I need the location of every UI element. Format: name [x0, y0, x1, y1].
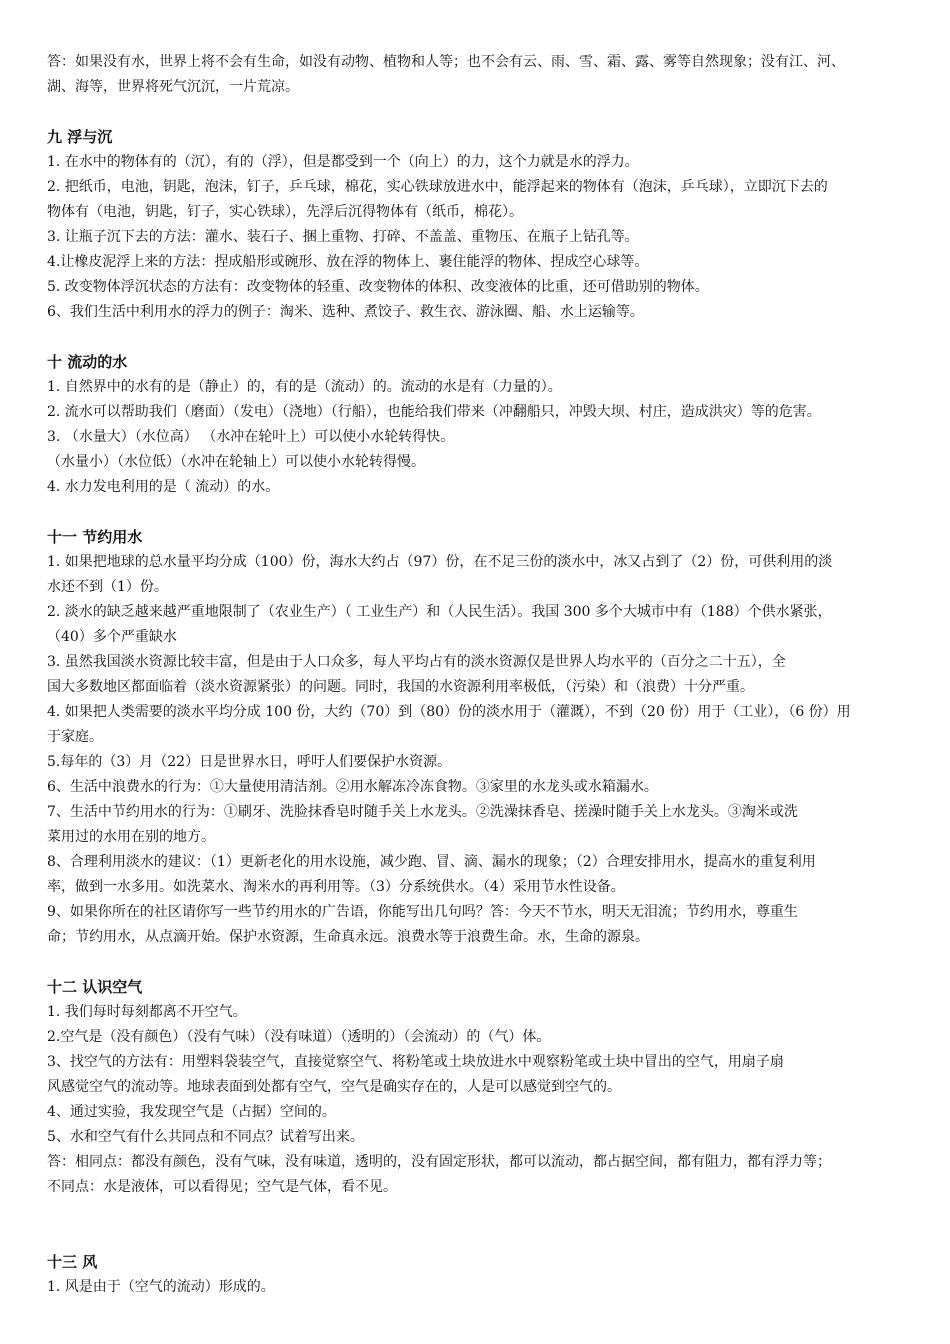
section-line: 于家庭。: [47, 729, 103, 745]
spacer: [47, 1200, 907, 1250]
section-line: 3. （水量大）（水位高） （水冲在轮叶上）可以使小水轮转得快。: [47, 429, 455, 445]
section-line: 菜用过的水用在别的地方。: [47, 829, 215, 845]
section-line: 1. 在水中的物体有的（沉），有的（浮），但是都受到一个（向上）的力，这个力就是水的浮力。: [47, 154, 639, 170]
document-page: [47, 50, 907, 1300]
section-line: 命；节约用水，从点滴开始。保护水资源，生命真永远。浪费水等于浪费生命。水，生命的源泉。: [47, 929, 649, 945]
section-line: 4、通过实验，我发现空气是（占据）空间的。: [47, 1104, 336, 1120]
section-line: 5. 改变物体浮沉状态的方法有：改变物体的轻重、改变物体的体积、改变液体的比重，还可借助别的物体。: [47, 279, 709, 295]
section-line: 答：相同点：都没有颜色，没有气味，没有味道，透明的，没有固定形状，都可以流动，都占据空间，都有阻力，都有浮力等；: [47, 1154, 831, 1170]
section-line: 5.每年的（3）月（22）日是世界水日，呼吁人们要保护水资源。: [47, 754, 452, 770]
section-line: 8、合理利用淡水的建议：（1）更新老化的用水设施，减少跑、冒、滴、漏水的现象；（2）合理安排用水，提高水的重复利用: [47, 854, 816, 870]
section-line: 1. 如果把地球的总水量平均分成（100）份，海水大约占（97）份，在不足三份的淡水中，冰又占到了（2）份，可供利用的淡: [47, 554, 833, 570]
section-line: 1. 风是由于（空气的流动）形成的。: [47, 1279, 275, 1295]
section-line: 1. 我们每时每刻都离不开空气。: [47, 1004, 247, 1020]
spacer: [47, 100, 907, 125]
section-line: 水还不到（1）份。: [47, 579, 168, 595]
section-line: 率，做到一水多用。如洗菜水、淘米水的再利用等。（3）分系统供水。（4）采用节水性设备。: [47, 879, 625, 895]
intro-line: 湖、海等，世界将死气沉沉，一片荒凉。: [47, 79, 299, 95]
section-line: 国大多数地区都面临着（淡水资源紧张）的问题。同时，我国的水资源利用率极低，（污染）和（浪费）十分严重。: [47, 679, 754, 695]
spacer: [47, 325, 907, 350]
section-title: 十一 节约用水: [47, 528, 143, 546]
section-line: 4. 水力发电利用的是（ 流动）的水。: [47, 479, 280, 495]
section-line: 2. 流水可以帮助我们（磨面）（发电）（浇地）（行船），也能给我们带来（冲翻船只，冲毁大坝、村庄，造成洪灾）等的危害。: [47, 404, 821, 420]
section-line: 物体有（电池，钥匙，钉子，实心铁球），先浮后沉得物体有（纸币，棉花）。: [47, 204, 523, 220]
section-line: 9、如果你所在的社区请你写一些节约用水的广告语，你能写出几句吗？答：今天不节水，明天无泪流；节约用水，尊重生: [47, 904, 798, 920]
section-line: 4.让橡皮泥浮上来的方法：捏成船形或碗形、放在浮的物体上、裹住能浮的物体、捏成空心球等。: [47, 254, 649, 270]
section-line: （40）多个严重缺水: [47, 629, 177, 645]
intro-line: 答：如果没有水，世界上将不会有生命，如没有动物、植物和人等；也不会有云、雨、雪、霜、露、雾等自然现象；没有江、河、: [47, 54, 845, 70]
section-line: （水量小）（水位低）（水冲在轮轴上）可以使小水轮转得慢。: [47, 454, 425, 470]
spacer: [47, 950, 907, 975]
section-line: 3. 虽然我国淡水资源比较丰富，但是由于人口众多，每人平均占有的淡水资源仅是世界人均水平的（百分之二十五），全: [47, 654, 786, 670]
section-line: 不同点：水是液体，可以看得见；空气是气体，看不见。: [47, 1179, 397, 1195]
section-line: 2.空气是（没有颜色）（没有气味）（没有味道）（透明的）（会流动）的（气）体。: [47, 1029, 551, 1045]
section-line: 6、生活中浪费水的行为：①大量使用清洁剂。②用水解冻冷冻食物。③家里的水龙头或水箱漏水。: [47, 779, 658, 795]
section-line: 风感觉空气的流动等。地球表面到处都有空气，空气是确实存在的，人是可以感觉到空气的。: [47, 1079, 621, 1095]
section-title: 十 流动的水: [47, 353, 128, 371]
section-line: 7、生活中节约用水的行为：①刷牙、洗脸抹香皂时随手关上水龙头。②洗澡抹香皂、搓澡时随手关上水龙头。③淘米或洗: [47, 804, 798, 820]
section-line: 4. 如果把人类需要的淡水平均分成 100 份，大约（70）到（80）份的淡水用于（灌溉），不到（20 份）用于（工业），（6 份）用: [47, 704, 851, 720]
section-line: 1. 自然界中的水有的是（静止）的，有的是（流动）的。流动的水是有（力量的）。: [47, 379, 562, 395]
section-line: 5、水和空气有什么共同点和不同点？试着写出来。: [47, 1129, 364, 1145]
spacer: [47, 500, 907, 525]
section-title: 十三 风: [47, 1253, 98, 1271]
section-line: 3. 让瓶子沉下去的方法：灌水、装石子、捆上重物、打碎、不盖盖、重物压、在瓶子上钻孔等。: [47, 229, 639, 245]
section-line: 2. 淡水的缺乏越来越严重地限制了（农业生产）（ 工业生产）和（人民生活）。我国 300 多个大城市中有（188）个供水紧张，: [47, 604, 832, 620]
section-title: 九 浮与沉: [47, 128, 113, 146]
section-title: 十二 认识空气: [47, 978, 143, 996]
section-line: 2. 把纸币，电池，钥匙，泡沫，钉子，乒乓球，棉花，实心铁球放进水中，能浮起来的物体有（泡沫，乒乓球），立即沉下去的: [47, 179, 828, 195]
section-line: 6、我们生活中利用水的浮力的例子：淘米、选种、煮饺子、救生衣、游泳圈、船、水上运输等。: [47, 304, 644, 320]
section-line: 3、找空气的方法有：用塑料袋装空气，直接觉察空气、将粉笔或土块放进水中观察粉笔或土块中冒出的空气，用扇子扇: [47, 1054, 784, 1070]
